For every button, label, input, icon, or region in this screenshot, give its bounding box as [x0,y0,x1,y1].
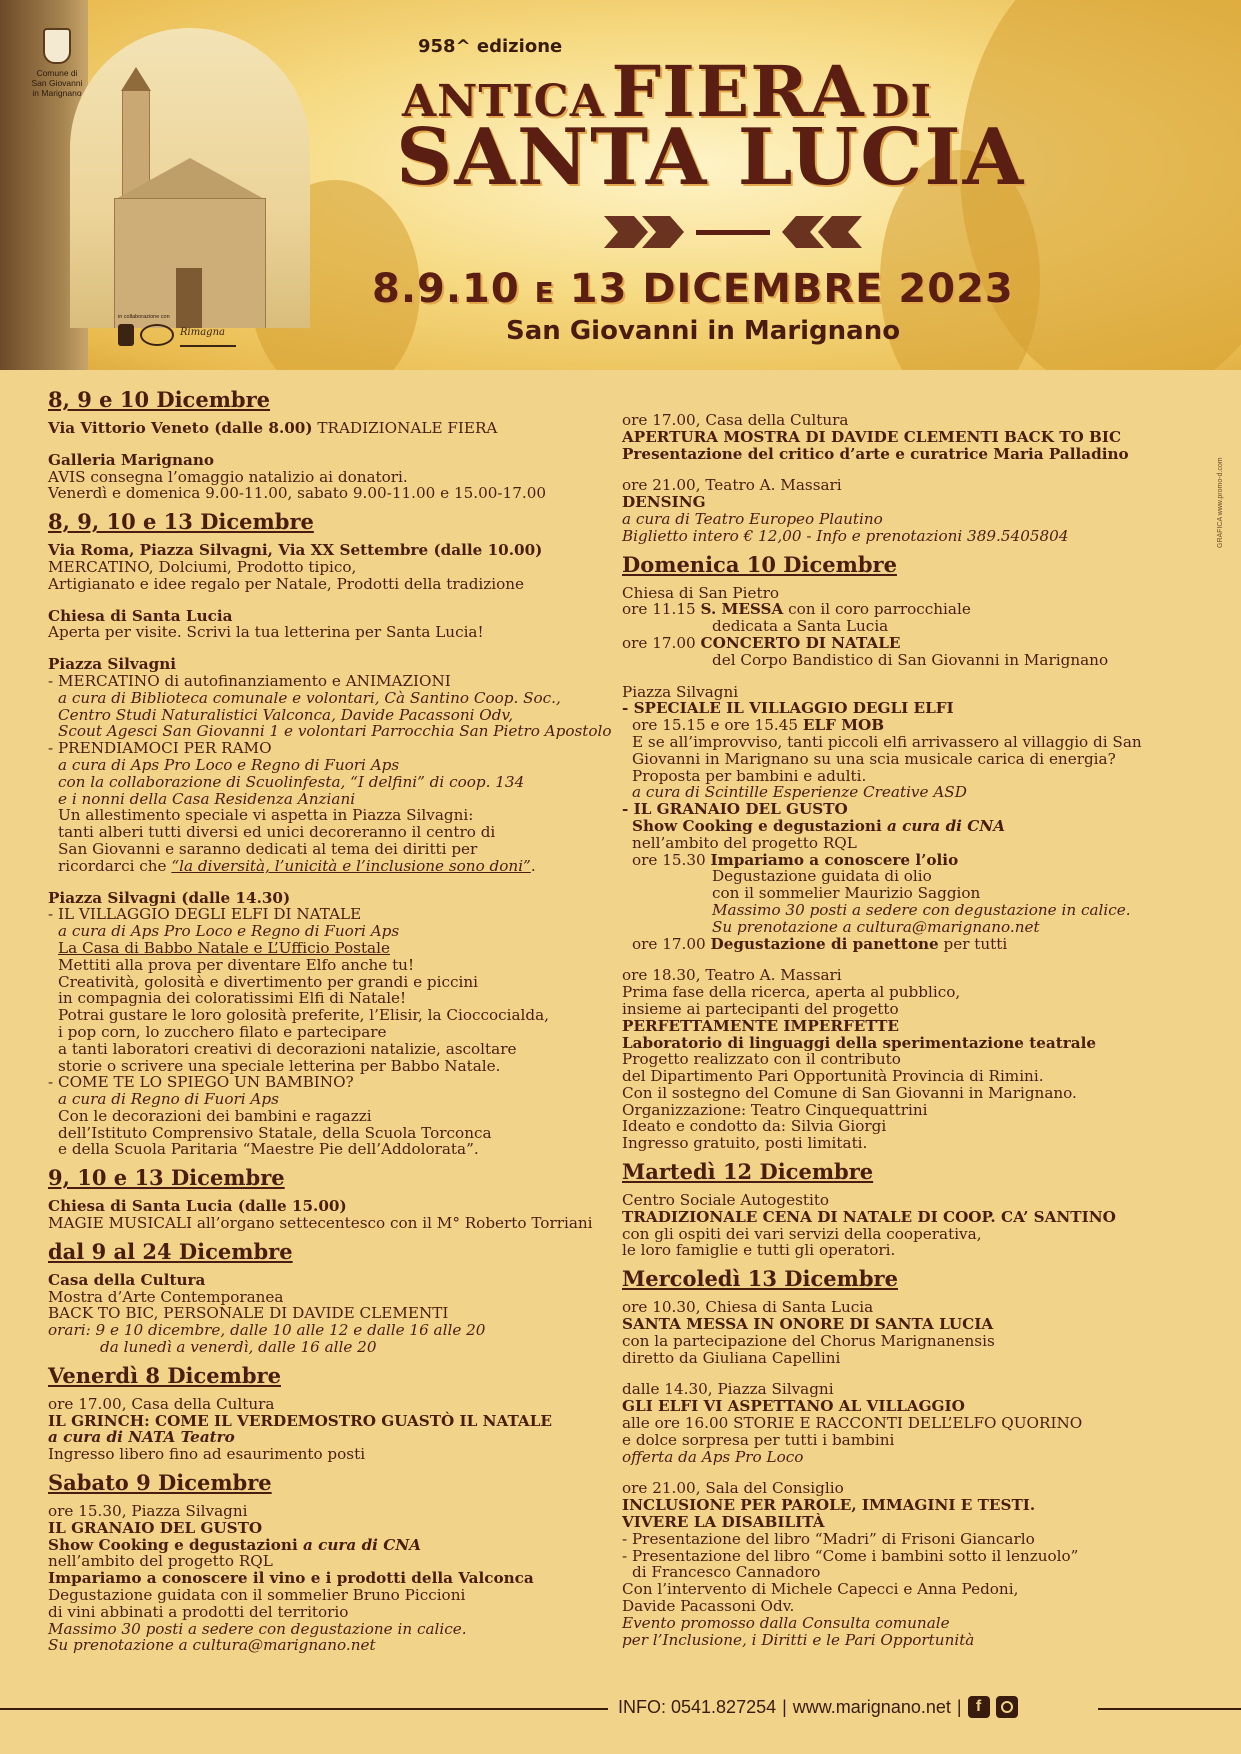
collaboration-logos [118,314,236,347]
footer-divider [1098,1708,1241,1710]
section-heading: Domenica 10 Dicembre [622,551,897,577]
event-dates: 8.9.10 E 13 DICEMBRE 2023 [372,266,1014,312]
partner-logo: Rimagna [180,323,236,347]
section-heading: Mercoledì 13 Dicembre [622,1266,898,1292]
section-heading: Venerdì 8 Dicembre [48,1362,281,1388]
municipality-logo [22,28,92,98]
section-heading: dal 9 al 24 Dicembre [48,1238,293,1264]
wheat-ornament-icon [604,208,862,258]
municipal-crest-icon [43,28,71,64]
partner-logo [118,324,134,346]
poster-header [0,0,1241,370]
facebook-icon[interactable]: f [968,1696,990,1718]
instagram-icon[interactable] [996,1696,1018,1718]
program-left-column: 8, 9 e 10 Dicembre Via Vittorio Veneto (dalle 8.00) TRADIZIONALE FIERA Galleria Marignano AVIS consegna l’omaggio natalizio ai donatori. Venerdì e domenica 9.00-11.00, sabato 9.00-11.00 e 15.00-17.00 8, 9, 10 e 13 Dicembre Via Roma, Piazza Silvagni, Via XX Settembre (dalle 10.00) MERCATINO, Dolciumi, Prodotto tipico, Artigianato e idee regalo per Natale, Prodotti della tradizione Chiesa di Santa Lucia Aperta per visite. Scrivi la tua letterina per Santa Lucia! Piazza Silvagni - MERCATINO di autofinanziamento e ANIMAZIONI a cura di Biblioteca comunale e volontari, Cà Santino Coop. Soc., Centro Studi Naturalistici Valconca, Davide Pacassoni Odv, Scout Agesci San Giovanni 1 e volontari Parrocchia San Pietro Apostolo - PRENDIAMOCI PER RAMO a cura di Aps Pro Loco e Regno di Fuori Aps con la collaborazione di Scuolinfesta, “I delfini” di coop. 134 e i nonni della Casa Residenza Anziani Un allestimento speciale vi aspetta in Piazza Silvagni: tanti alberi tutti diversi ed unici decoreranno il centro di San Giovanni e saranno dedicati al tema dei diritti per ricordarci che “la diversità, l’unicità e l’inclusione sono doni”. Piazza Silvagni (dalle 14.30) - IL VILLAGGIO DEGLI ELFI DI NATALE a cura di Aps Pro Loco e Regno di Fuori Aps La Casa di Babbo Natale e L’Ufficio Postale Mettiti alla prova per diventare Elfo anche tu! Creatività, golosità e divertimento per grandi e piccini in compagnia dei coloratissimi Elfi di Natale! Potrai gustare le loro golosità preferite, l’Elisir, la Cioccocialda, i pop corn, lo zucchero filato e partecipare a tanti laboratori creativi di decorazioni natalizie, ascoltare storie o scrivere una speciale letterina per Babbo Natale. - COME TE LO SPIEGO UN BAMBINO? a cura di Regno di Fuori Aps Con le decorazioni dei bambini e ragazzi dell’Istituto Comprensivo Statale, della Scuola Torconca e della Scuola Paritaria “Maestre Pie dell’Addolorata”. 9, 10 e 13 Dicembre Chiesa di Santa Lucia (dalle 15.00) MAGIE MUSICALI all’organo settecentesco con il M° Roberto Torriani dal 9 al 24 Dicembre Casa della Cultura Mostra d’Arte Contemporanea BACK TO BIC, PERSONALE DI DAVIDE CLEMENTI orari: 9 e 10 dicembre, dalle 10 alle 12 e dalle 16 alle 20 da lunedì a venerdì, dalle 16 alle 20 Venerdì 8 Dicembre ore 17.00, Casa della Cultura IL GRINCH: COME IL VERDEMOSTRO GUASTÒ IL NATALE a cura di NATA Teatro Ingresso libero fino ad esaurimento posti Sabato 9 Dicembre ore 15.30, Piazza Silvagni IL GRANAIO DEL GUSTO Show Cooking e degustazioni a cura di CNA nell’ambito del progetto RQL Impariamo a conoscere il vino e i prodotti della Valconca Degustazione guidata con il sommelier Bruno Piccioni di vini abbinati a prodotti del territorio Massimo 30 posti a sedere con degustazione in calice. Su prenotazione a cultura@marignano.net [48,380,618,1654]
event-place: San Giovanni in Marignano [506,316,901,346]
graphic-credit: GRAFICA www.promo-d.com [1217,457,1224,548]
church-arch-image [70,28,310,328]
section-heading: Sabato 9 Dicembre [48,1470,272,1496]
section-heading: 8, 9 e 10 Dicembre [48,387,271,412]
section-heading: Martedì 12 Dicembre [622,1159,874,1185]
section-heading: 8, 9, 10 e 13 Dicembre [48,509,314,535]
title-line-2: SANTA LUCIA [396,112,1026,203]
info-phone[interactable]: INFO: 0541.827254 [618,1696,777,1717]
section-heading: 9, 10 e 13 Dicembre [48,1165,285,1191]
website-link[interactable]: www.marignano.net [792,1696,951,1717]
partner-logo [140,324,174,346]
title-line-1: ANTICA FIERA DI [402,50,933,133]
footer-divider [0,1708,608,1710]
program-right-column: ore 17.00, Casa della Cultura APERTURA MOSTRA DI DAVIDE CLEMENTI BACK TO BIC Presentazione del critico d’arte e curatrice Maria Palladino ore 21.00, Teatro A. Massari DENSING a cura di Teatro Europeo Plautino Biglietto intero € 12,00 - Info e prenotazioni 389.5405804 Domenica 10 Dicembre Chiesa di San Pietro ore 11.15 S. MESSA con il coro parrocchiale dedicata a Santa Lucia ore 17.00 CONCERTO DI NATALE del Corpo Bandistico di San Giovanni in Marignano Piazza Silvagni - SPECIALE IL VILLAGGIO DEGLI ELFI ore 15.15 e ore 15.45 ELF MOB E se all’improvviso, tanti piccoli elfi arrivassero al villaggio di San Giovanni in Marignano su una scia musicale carica di energia? Proposta per bambini e adulti. a cura di Scintille Esperienze Creative ASD - IL GRANAIO DEL GUSTO Show Cooking e degustazioni a cura di CNA nell’ambito del progetto RQL ore 15.30 Impariamo a conoscere l’olio Degustazione guidata di olio con il sommelier Maurizio Saggion Massimo 30 posti a sedere con degustazione in calice. Su prenotazione a cultura@marignano.net ore 17.00 Degustazione di panettone per tutti ore 18.30, Teatro A. Massari Prima fase della ricerca, aperta al pubblico, insieme ai partecipanti del progetto PERFETTAMENTE IMPERFETTE Laboratorio di linguaggi della sperimentazione teatrale Progetto realizzato con il contributo del Dipartimento Pari Opportunità Provincia di Rimini. Con il sostegno del Comune di San Giovanni in Marignano. Organizzazione: Teatro Cinquequattrini Ideato e condotto da: Silvia Giorgi Ingresso gratuito, posti limitati. Martedì 12 Dicembre Centro Sociale Autogestito TRADIZIONALE CENA DI NATALE DI COOP. CA’ SANTINO con gli ospiti dei vari servizi della cooperativa, le loro famiglie e tutti gli operatori. Mercoledì 13 Dicembre ore 10.30, Chiesa di Santa Lucia SANTA MESSA IN ONORE DI SANTA LUCIA con la partecipazione del Chorus Marignanensis diretto da Giuliana Capellini dalle 14.30, Piazza Silvagni GLI ELFI VI ASPETTANO AL VILLAGGIO alle ore 16.00 STORIE E RACCONTI DELL’ELFO QUORINO e dolce sorpresa per tutti i bambini offerta da Aps Pro Loco ore 21.00, Sala del Consiglio INCLUSIONE PER PAROLE, IMMAGINI E TESTI. VIVERE LA DISABILITÀ - Presentazione del libro “Madri” di Frisoni Giancarlo - Presentazione del libro “Come i bambini sotto il lenzuolo” di Francesco Cannadoro Con l’intervento di Michele Capecci e Anna Pedoni, Davide Pacassoni Odv. Evento promosso dalla Consulta comunale per l’Inclusione, i Diritti e le Pari Opportunità [622,412,1197,1648]
footer [0,1696,1241,1754]
edition-label: 958^ edizione [418,36,563,57]
municipality-name: Comune di San Giovanni in Marignano [31,68,83,98]
collab-label: in collaborazione con [118,314,170,320]
footer-contact: INFO: 0541.827254 | www.marignano.net | f [618,1696,1018,1718]
